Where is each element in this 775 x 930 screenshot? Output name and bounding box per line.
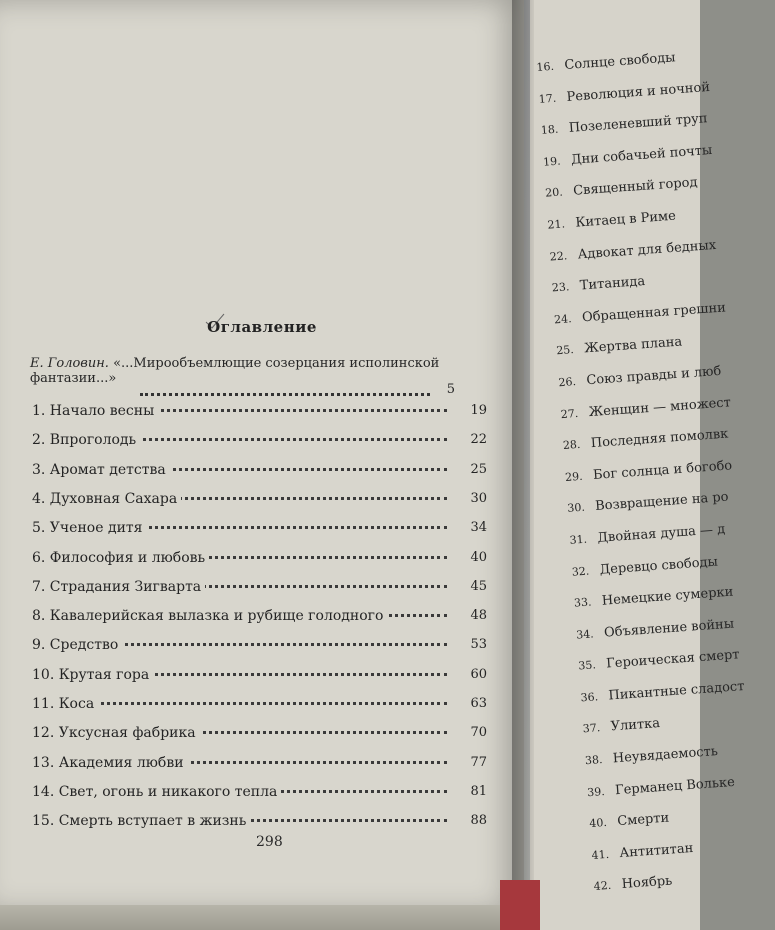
right-toc-entry-number: 21. bbox=[547, 217, 566, 232]
right-toc-entry-number: 33. bbox=[573, 595, 592, 610]
right-toc-entry-number: 29. bbox=[564, 469, 584, 484]
right-toc-entry-number: 31. bbox=[569, 532, 588, 547]
right-toc-entry-number: 30. bbox=[566, 501, 586, 516]
right-toc-entry-number: 35. bbox=[577, 658, 597, 673]
right-toc-entry-label: Бог солнца и богобо bbox=[592, 458, 733, 483]
toc-entry-page: 60 bbox=[470, 666, 487, 682]
right-toc-entry-number: 32. bbox=[571, 564, 590, 579]
toc-intro-entry[interactable] bbox=[30, 356, 450, 386]
toc-entry-page: 53 bbox=[470, 637, 487, 653]
toc-heading: Оглавление bbox=[207, 318, 317, 336]
toc-entry-page: 70 bbox=[470, 725, 487, 741]
right-toc-entry-label: Женщин — множест bbox=[588, 394, 732, 420]
toc-entry[interactable] bbox=[32, 579, 487, 601]
toc-entry-label: 3. Аромат детства bbox=[32, 462, 170, 478]
right-toc-entry-label: Двойная душа — д bbox=[596, 521, 726, 546]
toc-entry-page: 34 bbox=[470, 520, 487, 536]
right-toc-entry-label: Ноябрь bbox=[621, 873, 673, 893]
right-toc-entry-label: Солнце свободы bbox=[563, 50, 677, 74]
right-toc-entry-number: 42. bbox=[593, 879, 612, 894]
page-bottom-edge bbox=[0, 905, 530, 930]
intro-author: Е. Головин. bbox=[30, 356, 109, 371]
toc-entry-page: 81 bbox=[470, 783, 487, 799]
toc-entry-label: 2. Впроголодь bbox=[32, 432, 140, 448]
right-toc-entry-number: 23. bbox=[551, 280, 570, 295]
toc-entry[interactable] bbox=[32, 608, 487, 630]
right-toc-entry-label: Немецкие сумерки bbox=[601, 584, 734, 609]
toc-entry-label: 8. Кавалерийская вылазка и рубище голодного bbox=[32, 608, 387, 624]
right-toc-entry-number: 27. bbox=[560, 406, 579, 421]
toc-entry[interactable] bbox=[32, 784, 487, 806]
toc-entry-label: 10. Крутая гора bbox=[32, 667, 153, 683]
intro-page-number: 5 bbox=[446, 382, 455, 397]
toc-entry[interactable] bbox=[32, 520, 487, 542]
toc-entry[interactable] bbox=[32, 491, 487, 513]
right-toc-entry-label: Жертва плана bbox=[583, 334, 683, 357]
right-toc-entry-label: Китаец в Риме bbox=[574, 208, 677, 231]
right-toc-entry-label: Возвращение на ро bbox=[594, 489, 730, 515]
toc-entry-label: 1. Начало весны bbox=[32, 403, 158, 419]
right-toc-entry-label: Позеленевший труп bbox=[568, 111, 709, 137]
right-toc-entry-number: 18. bbox=[540, 122, 559, 137]
toc-entry[interactable] bbox=[32, 462, 487, 484]
right-toc-entry-number: 28. bbox=[562, 437, 581, 453]
right-toc-entry-number: 36. bbox=[580, 690, 599, 705]
toc-entry[interactable] bbox=[32, 696, 487, 718]
toc-entry[interactable] bbox=[32, 667, 487, 689]
right-toc-entry-label: Союз правды и люб bbox=[585, 363, 722, 389]
toc-entry-label: 14. Свет, огонь и никакого тепла bbox=[32, 784, 281, 800]
right-toc-entry-label: Революция и ночной bbox=[566, 79, 711, 105]
toc-entry-page: 25 bbox=[470, 461, 487, 477]
right-toc-entry-number: 16. bbox=[536, 59, 555, 74]
toc-entry-label: 7. Страдания Зигварта bbox=[32, 579, 205, 595]
right-toc-entry-label: Смерти bbox=[616, 810, 670, 830]
right-toc-entry-number: 24. bbox=[553, 311, 573, 327]
toc-entry-page: 30 bbox=[470, 490, 487, 506]
toc-entry-label: 12. Уксусная фабрика bbox=[32, 725, 200, 741]
right-toc-entry-label: Пикантные сладост bbox=[608, 678, 745, 704]
right-toc-entry-label: Обращенная грешни bbox=[581, 300, 727, 326]
right-toc-entry-number: 26. bbox=[558, 374, 577, 390]
right-toc-entry-number: 40. bbox=[588, 816, 608, 831]
right-toc-entry-number: 38. bbox=[584, 753, 603, 768]
toc-entry-page: 48 bbox=[470, 608, 487, 624]
right-toc-entry-number: 22. bbox=[549, 248, 568, 264]
toc-entry-label: 4. Духовная Сахара bbox=[32, 491, 181, 507]
right-toc-entry-number: 37. bbox=[582, 721, 601, 736]
book-gutter bbox=[512, 0, 534, 900]
right-toc-entry-label: Объявление войны bbox=[603, 616, 735, 641]
toc-entry-label: 13. Академия любви bbox=[32, 755, 188, 771]
right-toc-entry-label: Титанида bbox=[579, 274, 646, 294]
toc-entry-page: 63 bbox=[470, 696, 487, 711]
right-toc-entry-number: 20. bbox=[544, 185, 564, 201]
right-toc-entry-label: Германец Вольке bbox=[614, 774, 736, 798]
toc-entry[interactable] bbox=[32, 755, 487, 777]
right-toc-entry-label: Священный город bbox=[572, 175, 699, 200]
toc-entry[interactable] bbox=[32, 813, 487, 835]
intro-leader-dots bbox=[140, 383, 430, 396]
toc-entry[interactable] bbox=[32, 432, 487, 454]
right-toc-entry-label: Последняя помолвк bbox=[590, 426, 729, 452]
toc-entry-label: 6. Философия и любовь bbox=[32, 550, 209, 566]
right-toc-entry-number: 25. bbox=[555, 343, 575, 358]
right-toc-entry-number: 41. bbox=[591, 847, 610, 862]
toc-entry[interactable] bbox=[32, 403, 487, 425]
right-toc-entry-label: Неувядаемость bbox=[612, 744, 719, 767]
toc-entry-label: 15. Смерть вступает в жизнь bbox=[32, 813, 250, 829]
book-cover-edge bbox=[500, 880, 540, 930]
right-toc-entry-number: 39. bbox=[586, 784, 606, 799]
toc-entry[interactable] bbox=[32, 725, 487, 747]
toc-entry-page: 22 bbox=[470, 432, 487, 448]
intro-title-line2: фантазии...» bbox=[30, 371, 117, 386]
toc-entry-page: 45 bbox=[470, 578, 487, 594]
toc-entry-page: 40 bbox=[470, 549, 487, 565]
toc-entry-page: 19 bbox=[470, 403, 487, 418]
toc-entry-label: 9. Средство bbox=[32, 637, 122, 653]
toc-entry-label: 5. Ученое дитя bbox=[32, 520, 147, 536]
right-toc-entry-label: Дни собачьей почты bbox=[570, 142, 713, 168]
toc-entry-page: 88 bbox=[470, 813, 487, 829]
right-toc-entry-label: Деревцо свободы bbox=[599, 554, 719, 578]
right-toc-entry-label: Улитка bbox=[610, 716, 661, 735]
right-toc-entry-number: 17. bbox=[538, 91, 557, 106]
leader-dots bbox=[52, 702, 447, 705]
intro-title-line1: «...Мирообъемлющие созерцания исполинской bbox=[113, 356, 440, 371]
right-toc-entry-label: Антититан bbox=[619, 840, 694, 861]
toc-entry-page: 77 bbox=[470, 754, 487, 770]
right-toc-entry-label: Адвокат для бедных bbox=[577, 237, 717, 263]
right-toc-entry-number: 34. bbox=[575, 627, 595, 642]
right-toc-entry-label: Героическая смерт bbox=[605, 647, 741, 672]
page-number: 298 bbox=[256, 834, 283, 850]
toc-entry[interactable] bbox=[32, 550, 487, 572]
toc-entry-label: 11. Коса bbox=[32, 696, 98, 712]
toc-entry[interactable] bbox=[32, 637, 487, 659]
right-toc-entry-number: 19. bbox=[542, 154, 562, 169]
